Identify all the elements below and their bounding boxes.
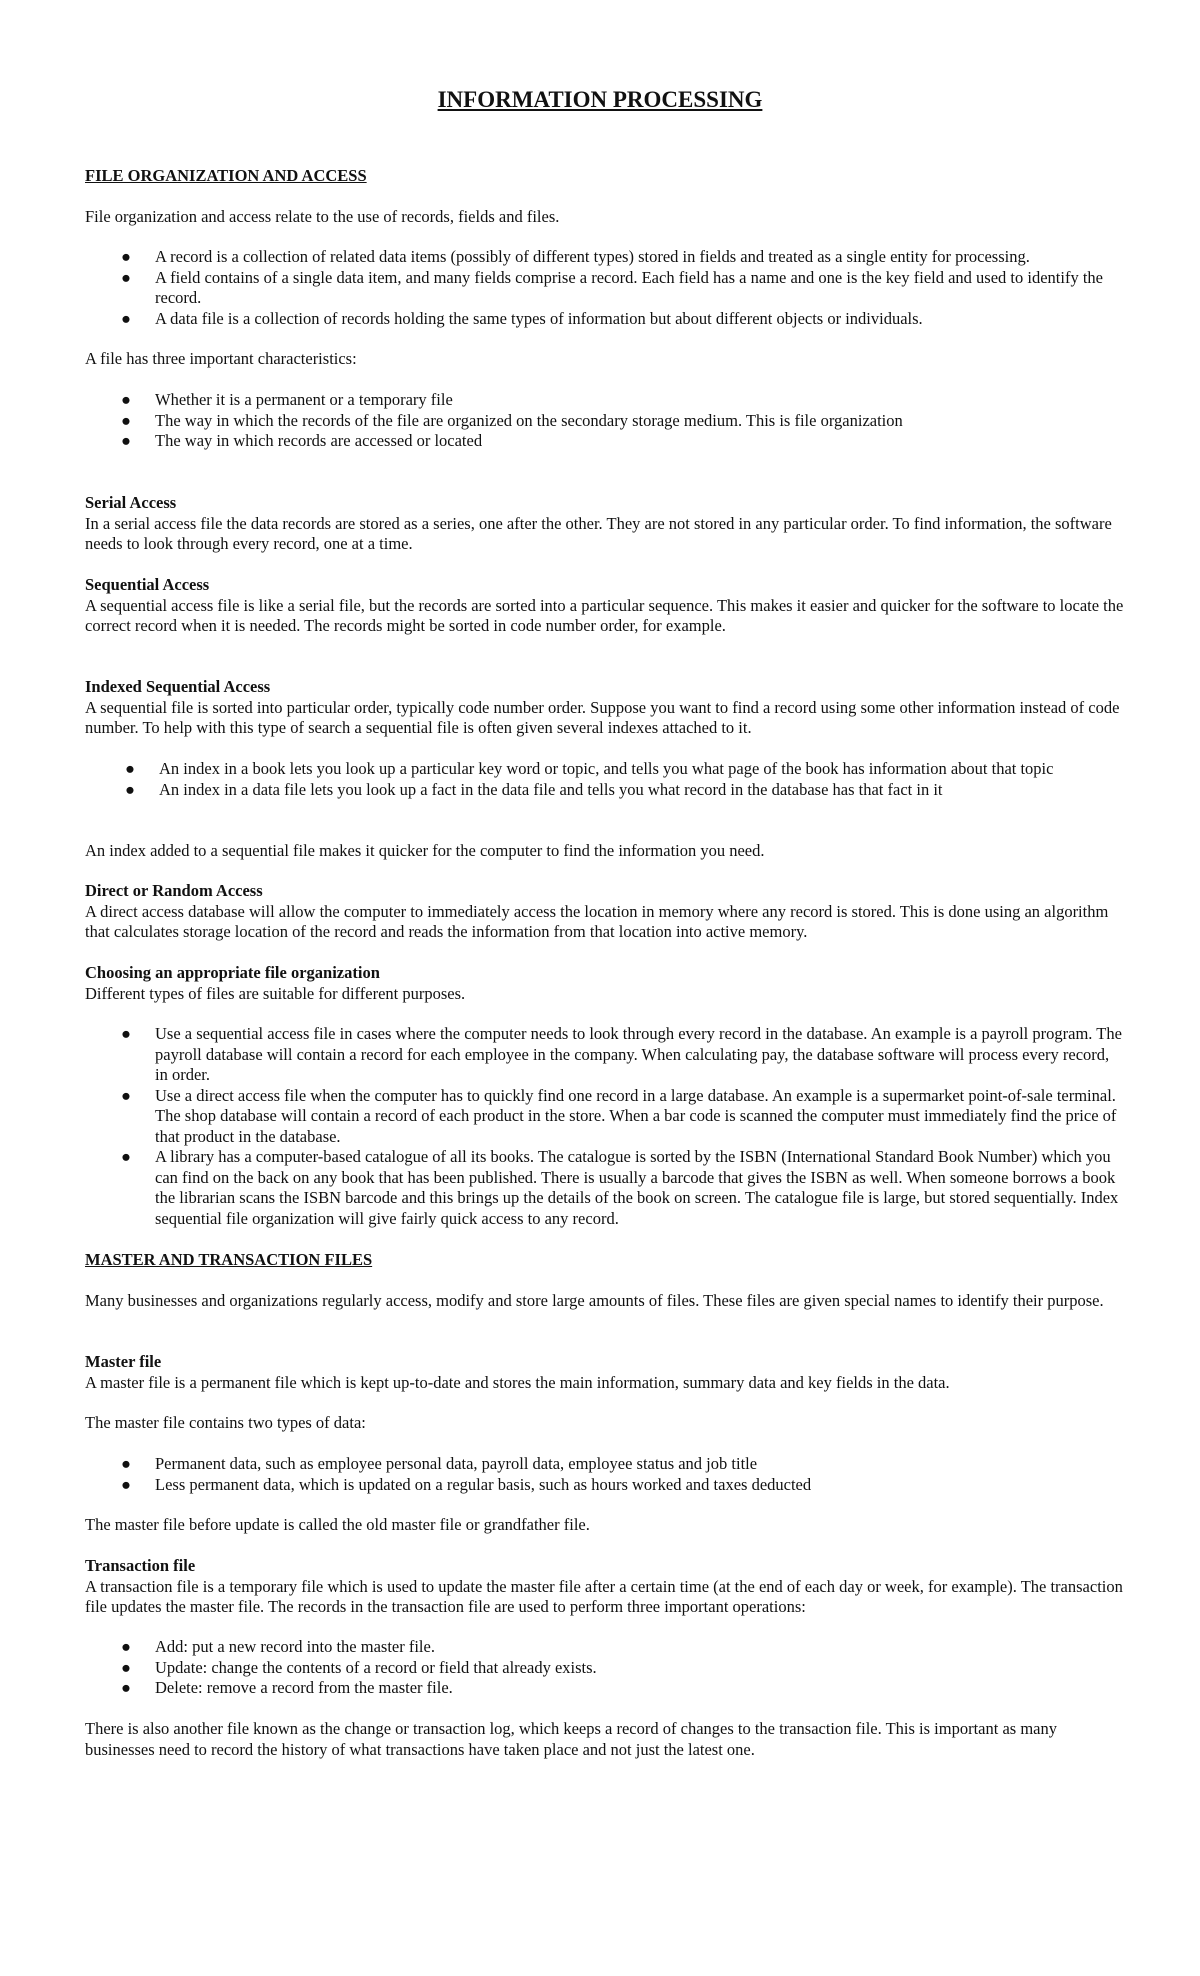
bullet-icon: ● (121, 410, 131, 430)
paragraph: A file has three important characteristics: (85, 349, 357, 368)
characteristics-list (85, 390, 1125, 452)
definitions-list (85, 247, 1125, 329)
subheading-serial-access: Serial Access (85, 493, 177, 512)
subheading-master-file: Master file (85, 1352, 162, 1371)
list-item: ● Update: change the contents of a record or field that already exists. (121, 1657, 597, 1677)
list-item: ● A data file is a collection of records holding the same types of information but about different objects or individuals. (121, 308, 923, 328)
index-list (85, 759, 1125, 800)
indexed-sequential-block (85, 677, 1125, 739)
section-heading-master-transaction: MASTER AND TRANSACTION FILES (85, 1250, 373, 1269)
list-item: ● A library has a computer-based catalogue of all its books. The catalogue is sorted by the ISBN (International Standard Book Number) which you can find on the back on any book that has been published. There is usually a barcode that gives the ISBN as well. When someone borrows a book the librarian scans the ISBN barcode and this brings up the details of the book on screen. The catalogue file is large, but stored sequentially. Index sequential file organization will give fairly quick access to any record. (121, 1147, 1119, 1228)
paragraph: A master file is a permanent file which is kept up-to-date and stores the main information, summary data and key fields in the data. (85, 1372, 950, 1392)
subheading-direct-access: Direct or Random Access (85, 881, 263, 900)
paragraph: File organization and access relate to the use of records, fields and files. (85, 207, 560, 226)
master-file-block (85, 1352, 1125, 1393)
paragraph: An index added to a sequential file makes it quicker for the computer to find the information you need. (85, 841, 765, 860)
bullet-icon: ● (121, 1678, 131, 1697)
paragraph: A sequential access file is like a serial file, but the records are sorted into a particular sequence. This makes it easier and quicker for the software to locate the correct record when it is needed. The records might be sorted in code number order, for example. (85, 595, 1124, 635)
paragraph: A transaction file is a temporary file which is used to update the master file after a certain time (at the end of each day or week, for example). The transaction file updates the master file. The records in the transaction file are used to perform three important operations: (85, 1576, 1123, 1616)
bullet-icon: ● (121, 1657, 131, 1677)
paragraph: The master file before update is called the old master file or grandfather file. (85, 1515, 590, 1534)
bullet-icon: ● (121, 1454, 131, 1473)
list-item: ● The way in which the records of the file are organized on the secondary storage medium. This is file organization (121, 410, 903, 430)
paragraph: Many businesses and organizations regularly access, modify and store large amounts of files. These files are given special names to identify their purpose. (85, 1291, 1104, 1310)
subheading-transaction-file: Transaction file (85, 1556, 196, 1575)
list-item: ● A field contains of a single data item, and many fields comprise a record. Each field has a name and one is the key field and used to identify the record. (121, 267, 1103, 307)
bullet-icon: ● (121, 1474, 131, 1494)
paragraph: A sequential file is sorted into particular order, typically code number order. Suppose you want to find a record using some other information instead of code number. To help with this type of search a sequential file is often given several indexes attached to it. (85, 697, 1120, 737)
bullet-icon: ● (121, 308, 131, 328)
bullet-icon: ● (121, 1637, 131, 1656)
direct-access-block (85, 881, 1125, 943)
transaction-file-block (85, 1556, 1125, 1618)
sequential-access-block (85, 575, 1125, 637)
list-item: ● A record is a collection of related data items (possibly of different types) stored in fields and treated as a single entity for processing. (121, 247, 1030, 266)
list-item: ● An index in a book lets you look up a particular key word or topic, and tells you what page of the book has information about that topic (125, 759, 1054, 778)
list-item: ● Delete: remove a record from the master file. (121, 1678, 453, 1697)
list-item: ● Use a direct access file when the computer has to quickly find one record in a large database. An example is a supermarket point-of-sale terminal. The shop database will contain a record of each product in the store. When a bar code is scanned the computer must immediately find the price of that product in the database. (121, 1085, 1117, 1146)
bullet-icon: ● (121, 1147, 131, 1166)
list-item: ● An index in a data file lets you look up a fact in the data file and tells you what record in the database has that fact in it (125, 779, 943, 799)
list-item: ● Use a sequential access file in cases where the computer needs to look through every record in the database. An example is a payroll program. The payroll database will contain a record for each employee in the company. When calculating pay, the database software will process every record, in order. (121, 1024, 1122, 1084)
paragraph: A direct access database will allow the computer to immediately access the location in memory where any record is stored. This is done using an algorithm that calculates storage location of the record and reads the information from that location into active memory. (85, 901, 1109, 941)
subheading-indexed-sequential-access: Indexed Sequential Access (85, 677, 271, 696)
choosing-organization-block (85, 963, 1125, 1004)
serial-access-block (85, 493, 1125, 555)
section-heading-file-organization: FILE ORGANIZATION AND ACCESS (85, 166, 367, 185)
bullet-icon: ● (125, 779, 135, 799)
paragraph: In a serial access file the data records are stored as a series, one after the other. They are not stored in any particular order. To find information, the software needs to look through every record, one at a time. (85, 513, 1112, 553)
list-item: ● Add: put a new record into the master file. (121, 1637, 435, 1656)
transaction-operations-list (85, 1637, 1125, 1699)
paragraph: Different types of files are suitable for different purposes. (85, 983, 466, 1003)
list-item: ● Whether it is a permanent or a temporary file (121, 390, 453, 409)
bullet-icon: ● (121, 431, 131, 450)
page-title: INFORMATION PROCESSING (437, 87, 763, 112)
paragraph: The master file contains two types of data: (85, 1413, 366, 1432)
bullet-icon: ● (121, 247, 131, 266)
list-item: ● Less permanent data, which is updated on a regular basis, such as hours worked and taxes deducted (121, 1474, 812, 1494)
bullet-icon: ● (121, 390, 131, 409)
bullet-icon: ● (121, 1085, 131, 1105)
master-data-types-list (85, 1454, 1125, 1495)
subheading-choosing-file-organization: Choosing an appropriate file organization (85, 963, 380, 982)
bullet-icon: ● (121, 1024, 131, 1043)
bullet-icon: ● (125, 759, 135, 778)
subheading-sequential-access: Sequential Access (85, 575, 210, 594)
list-item: ● The way in which records are accessed or located (121, 431, 483, 450)
list-item: ● Permanent data, such as employee personal data, payroll data, employee status and job title (121, 1454, 758, 1473)
bullet-icon: ● (121, 267, 131, 287)
paragraph: There is also another file known as the change or transaction log, which keeps a record of changes to the transaction file. This is important as many businesses need to record the history of what transactions have taken place and not just the latest one. (85, 1719, 1057, 1759)
choosing-list (85, 1024, 1125, 1229)
